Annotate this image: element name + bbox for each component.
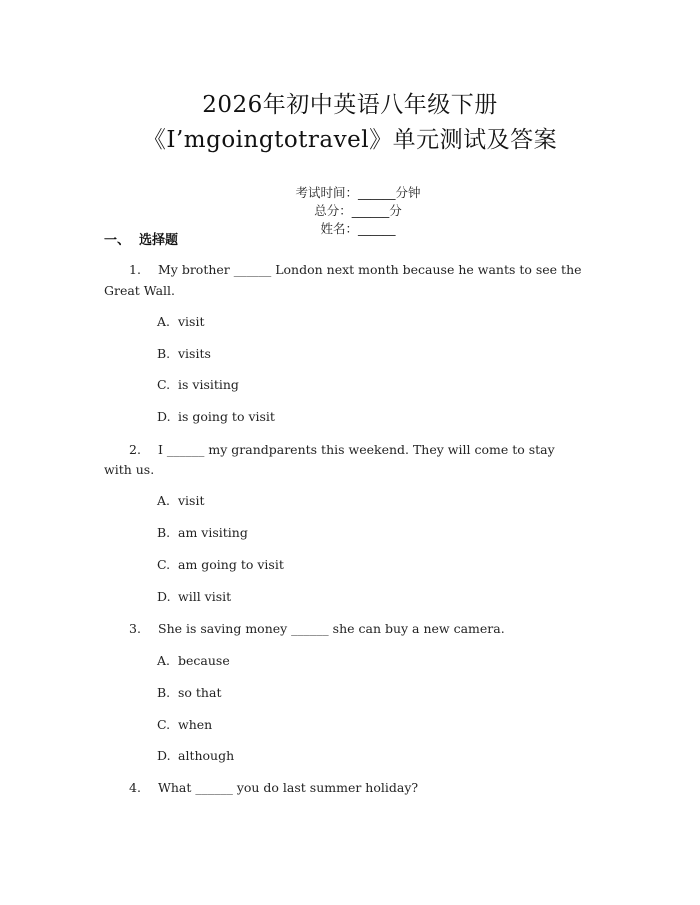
option-text: is visiting xyxy=(178,377,239,392)
total-score-label: 总分：______分 xyxy=(314,203,402,218)
option-3c xyxy=(157,717,212,732)
question-text: She is saving money ______ she can buy a new camera. xyxy=(158,621,505,636)
option-3d xyxy=(157,748,234,763)
option-2b xyxy=(157,525,248,540)
option-1b xyxy=(157,346,211,361)
question-text: What ______ you do last summer holiday? xyxy=(158,780,419,795)
option-letter: C. xyxy=(157,717,171,732)
exam-title-line-1: 2026年初中英语八年级下册 xyxy=(202,92,498,118)
option-3a xyxy=(157,653,230,668)
question-4-line-1 xyxy=(104,780,418,795)
option-text: visit xyxy=(178,493,205,508)
student-name-label: 姓名：______ xyxy=(320,221,396,236)
option-text: when xyxy=(178,717,213,732)
section-heading: 一、 选择题 xyxy=(104,233,179,248)
question-number: 1. xyxy=(129,262,141,277)
option-letter: A. xyxy=(157,653,171,668)
option-letter: B. xyxy=(157,525,171,540)
question-text: I ______ my grandparents this weekend. They will come to stay xyxy=(158,442,555,457)
option-1a xyxy=(157,314,205,329)
question-number: 3. xyxy=(129,621,141,636)
option-text: is going to visit xyxy=(178,409,275,424)
question-number: 4. xyxy=(129,780,141,795)
option-2c xyxy=(157,557,284,572)
option-2a xyxy=(157,493,205,508)
option-text: so that xyxy=(178,685,222,700)
option-letter: B. xyxy=(157,685,171,700)
option-letter: D. xyxy=(157,589,171,604)
option-letter: B. xyxy=(157,346,171,361)
option-text: although xyxy=(178,748,235,763)
question-1-line-1 xyxy=(104,262,582,277)
option-text: will visit xyxy=(178,589,232,604)
question-number: 2. xyxy=(129,442,141,457)
option-text: am going to visit xyxy=(178,557,284,572)
option-letter: A. xyxy=(157,493,171,508)
option-text: because xyxy=(178,653,230,668)
option-letter: A. xyxy=(157,314,171,329)
option-text: visits xyxy=(178,346,211,361)
option-1d xyxy=(157,409,275,424)
question-2-line-1 xyxy=(104,442,555,457)
option-2d xyxy=(157,589,231,604)
option-letter: D. xyxy=(157,409,171,424)
option-3b xyxy=(157,685,221,700)
option-letter: C. xyxy=(157,377,171,392)
question-3-line-1 xyxy=(104,621,505,636)
exam-title-line-2: 《I’mgoingtotravel》单元测试及答案 xyxy=(142,127,558,153)
option-text: visit xyxy=(178,314,205,329)
option-text: am visiting xyxy=(178,525,248,540)
question-1-line-2: Great Wall. xyxy=(104,283,175,298)
question-2-line-2: with us. xyxy=(104,462,155,477)
option-letter: C. xyxy=(157,557,171,572)
exam-time-label: 考试时间：______分钟 xyxy=(295,185,421,200)
option-1c xyxy=(157,377,239,392)
question-text: My brother ______ London next month because he wants to see the xyxy=(158,262,582,277)
option-letter: D. xyxy=(157,748,171,763)
